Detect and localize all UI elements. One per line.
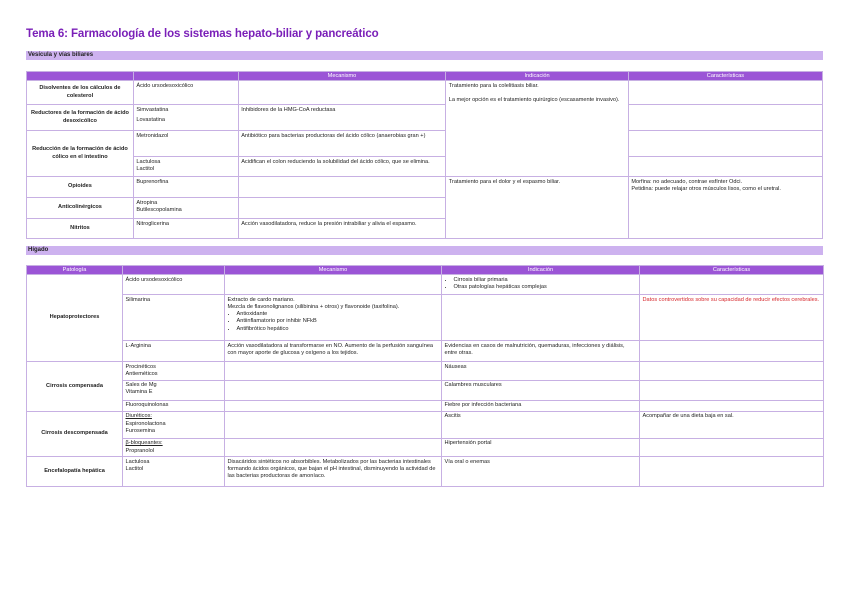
mechanism-cell (225, 411, 442, 438)
drug-cell: Metronidazol (133, 131, 238, 157)
col-header-caracteristicas: Características (640, 266, 824, 275)
characteristics-cell (640, 275, 824, 295)
section-heading-biliary: Vesícula y vías biliares (26, 51, 823, 60)
indication-cell (442, 295, 640, 341)
table-row (27, 157, 823, 177)
drug-name: Procinéticos (125, 363, 156, 370)
list-item: • Otras patologías hepáticas complejas (454, 284, 637, 291)
row-label: Hepatoprotectores (27, 275, 123, 362)
drug-cell (123, 362, 225, 381)
section-heading-liver: Hígado (26, 246, 823, 255)
col-header-indicacion: Indicación (442, 266, 640, 275)
drug-cell: Fluoroquinolonas (123, 400, 225, 411)
drug-name: Antieméticos (125, 370, 158, 377)
row-label: Reducción de la formación de ácido cólico en el intestino (27, 131, 134, 177)
drug-cell: Ácido ursodesoxicólico (123, 275, 225, 295)
drug-name: Atropina (136, 199, 158, 206)
row-label: Cirrosis descompensada (27, 411, 123, 457)
col-header (27, 72, 134, 81)
mechanism-cell (225, 400, 442, 411)
drug-cell: Silimarina (123, 295, 225, 341)
mechanism-cell (225, 438, 442, 457)
mechanism-cell (238, 198, 446, 219)
row-label: Reductores de la formación de ácido desoxicólico (27, 105, 134, 131)
list-item: • Cirrosis biliar primaria (454, 277, 637, 284)
row-label: Nitritos (27, 219, 134, 239)
indication-text: La mejor opción es el tratamiento quirúrgico (escasamente invasivo). (448, 96, 620, 103)
indication-cell: Vía oral o enemas (442, 457, 640, 487)
mechanism-cell: Acidifican el colon reduciendo la solubilidad del ácido cólico, que se elimina. (238, 157, 446, 177)
table-row (27, 438, 824, 457)
col-header-indicacion: Indicación (446, 72, 629, 81)
table-row (27, 380, 824, 400)
row-label: Disolventes de los cálculos de colesterol (27, 81, 134, 105)
mechanism-cell (238, 81, 446, 105)
drug-cell (123, 380, 225, 400)
table-row (27, 362, 824, 381)
drug-cell (133, 198, 238, 219)
mechanism-cell (225, 362, 442, 381)
characteristics-cell (640, 457, 824, 487)
indication-cell: Náuseas (442, 362, 640, 381)
mechanism-cell: Acción vasodilatadora, reduce la presión intrabiliar y alivia el espasmo. (238, 219, 446, 239)
drug-cell: Nitroglicerina (133, 219, 238, 239)
drug-group: Diuréticos: (125, 413, 152, 420)
drug-name: Lovastatina (136, 116, 166, 123)
mechanism-cell: Antibiótico para bacterias productoras del ácido cólico (anaerobias gran +) (238, 131, 446, 157)
indication-cell: Ascitis (442, 411, 640, 438)
characteristics-cell (640, 362, 824, 381)
list-item: • Antifibrótico hepático (237, 326, 439, 333)
col-header-caracteristicas: Características (628, 72, 822, 81)
list-item: • Antiinflamatorio por inhibir NFkB (237, 318, 439, 325)
drug-group: β-bloqueantes: (125, 440, 163, 447)
table-row (27, 411, 824, 438)
mechanism-cell (238, 177, 446, 198)
row-label: Anticolinérgicos (27, 198, 134, 219)
table-row (27, 457, 824, 487)
mechanism-cell (225, 275, 442, 295)
table-row (27, 400, 824, 411)
drug-name: Simvastatina (136, 106, 169, 113)
indication-text: Tratamiento para la colelitiasis biliar. (448, 82, 539, 89)
drug-name: Furosemina (125, 427, 156, 434)
indication-cell (446, 81, 629, 177)
mechanism-cell: Inhibidores de la HMG-CoA reductasa (238, 105, 446, 131)
drug-cell (123, 457, 225, 487)
drug-cell (133, 105, 238, 131)
col-header (133, 72, 238, 81)
mechanism-text: Mezcla de flavonolignanos (silibinina + otros) y flavonoide (taxifolina). (227, 303, 400, 310)
mechanism-cell: Disacáridos sintéticos no absorbibles. Metabolizados por las bacterias intestinales formando ácidos orgánicos, que bajan el pH intestinal, disminuyendo la actividad de las bacterias productoras de amoníaco. (225, 457, 442, 487)
characteristics-cell (628, 157, 822, 177)
characteristics-text: Petidina: puede relajar otros músculos lisos, como el uretral. (631, 185, 781, 192)
indication-cell: Evidencias en casos de malnutrición, quemaduras, infecciones y diálisis, entre otras. (442, 341, 640, 362)
row-label: Opioides (27, 177, 134, 198)
table-row (27, 275, 824, 295)
drug-name: Lactitol (125, 466, 144, 473)
col-header-mecanismo: Mecanismo (225, 266, 442, 275)
col-header (123, 266, 225, 275)
characteristics-cell: Datos controvertidos sobre su capacidad de reducir efectos cerebrales. (640, 295, 824, 341)
characteristics-cell: Acompañar de una dieta baja en sal. (640, 411, 824, 438)
drug-cell: Ácido ursodesoxicólico (133, 81, 238, 105)
biliary-table (26, 71, 823, 239)
mechanism-cell (225, 295, 442, 341)
drug-name: Sales de Mg (125, 382, 157, 389)
col-header-mecanismo: Mecanismo (238, 72, 446, 81)
drug-name: Espironolactona (125, 420, 166, 427)
table-row (27, 131, 823, 157)
characteristics-text: Morfina: no adecuado, contrae esfínter Odci. (631, 178, 743, 185)
liver-table (26, 265, 824, 487)
list-item: • Antioxidante (237, 311, 439, 318)
row-label: Cirrosis compensada (27, 362, 123, 412)
mechanism-text: Extracto de cardo mariano. (227, 296, 295, 303)
characteristics-cell (640, 400, 824, 411)
mechanism-cell (225, 380, 442, 400)
drug-cell (123, 438, 225, 457)
drug-cell: L-Arginina (123, 341, 225, 362)
drug-name: Lactulosa (136, 158, 161, 165)
table-row (27, 341, 824, 362)
indication-cell (442, 275, 640, 295)
drug-name: Lactulosa (125, 458, 150, 465)
indication-cell: Hipertensión portal (442, 438, 640, 457)
drug-cell: Buprenorfina (133, 177, 238, 198)
table-row (27, 81, 823, 105)
drug-name: Vitamina E (125, 389, 153, 396)
table-row (27, 105, 823, 131)
characteristics-cell (640, 438, 824, 457)
drug-name: Lactitol (136, 165, 155, 172)
drug-cell (123, 411, 225, 438)
indication-cell: Tratamiento para el dolor y el espasmo biliar. (446, 177, 629, 239)
col-header-patologia: Patología (27, 266, 123, 275)
table-row (27, 295, 824, 341)
indication-cell: Calambres musculares (442, 380, 640, 400)
characteristics-cell (640, 341, 824, 362)
characteristics-cell (628, 81, 822, 105)
characteristics-cell (628, 177, 822, 239)
indication-cell: Fiebre por infección bacteriana (442, 400, 640, 411)
page-title: Tema 6: Farmacología de los sistemas hepato-biliar y pancreático (26, 28, 379, 40)
drug-name: Propranolol (125, 447, 155, 454)
drug-name: Butilescopolamina (136, 206, 182, 213)
characteristics-cell (640, 380, 824, 400)
row-label: Encefalopatía hepática (27, 457, 123, 487)
drug-cell (133, 157, 238, 177)
characteristics-cell (628, 131, 822, 157)
characteristics-cell (628, 105, 822, 131)
table-row (27, 177, 823, 198)
mechanism-cell: Acción vasodilatadora al transformarse en NO. Aumento de la perfusión sanguínea con mayor aporte de glucosa y oxígeno a los tejidos. (225, 341, 442, 362)
